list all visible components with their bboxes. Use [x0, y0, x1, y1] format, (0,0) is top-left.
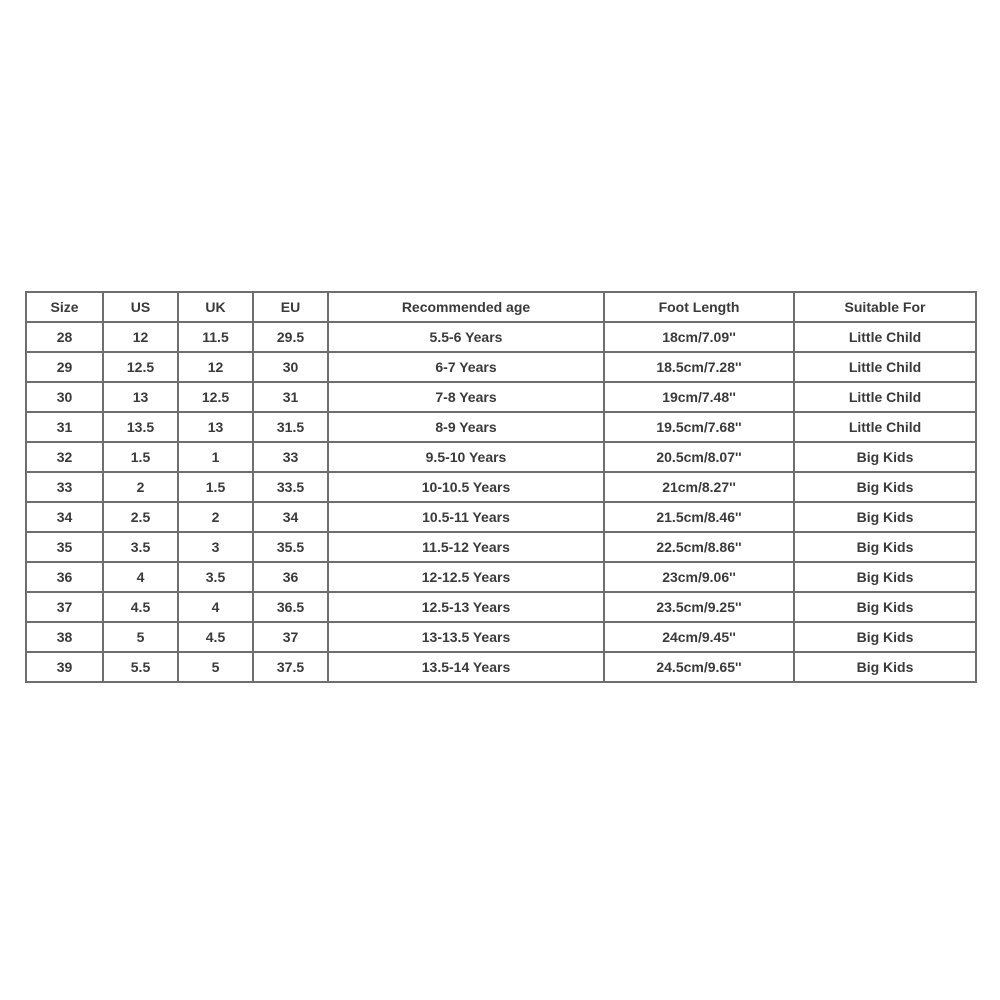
cell-suitable-for: Big Kids [794, 562, 976, 592]
cell-us: 4.5 [103, 592, 178, 622]
cell-recommended-age: 8-9 Years [328, 412, 604, 442]
cell-eu: 29.5 [253, 322, 328, 352]
cell-uk: 1 [178, 442, 253, 472]
header-size: Size [26, 292, 103, 322]
cell-uk: 11.5 [178, 322, 253, 352]
cell-size: 33 [26, 472, 103, 502]
cell-uk: 1.5 [178, 472, 253, 502]
cell-recommended-age: 11.5-12 Years [328, 532, 604, 562]
table-row [26, 472, 976, 502]
cell-recommended-age: 13.5-14 Years [328, 652, 604, 682]
cell-eu: 30 [253, 352, 328, 382]
cell-uk: 12 [178, 352, 253, 382]
cell-size: 32 [26, 442, 103, 472]
cell-recommended-age: 5.5-6 Years [328, 322, 604, 352]
header-uk: UK [178, 292, 253, 322]
cell-suitable-for: Big Kids [794, 532, 976, 562]
cell-foot-length: 23cm/9.06'' [604, 562, 794, 592]
table-row [26, 412, 976, 442]
cell-uk: 5 [178, 652, 253, 682]
table-body [26, 322, 976, 682]
table-header [26, 292, 976, 322]
cell-uk: 3 [178, 532, 253, 562]
cell-foot-length: 24.5cm/9.65'' [604, 652, 794, 682]
cell-uk: 2 [178, 502, 253, 532]
cell-eu: 33 [253, 442, 328, 472]
header-eu: EU [253, 292, 328, 322]
header-us: US [103, 292, 178, 322]
cell-size: 39 [26, 652, 103, 682]
cell-recommended-age: 6-7 Years [328, 352, 604, 382]
cell-us: 2.5 [103, 502, 178, 532]
table-row [26, 382, 976, 412]
cell-foot-length: 24cm/9.45'' [604, 622, 794, 652]
cell-eu: 36.5 [253, 592, 328, 622]
cell-suitable-for: Little Child [794, 352, 976, 382]
table-row [26, 532, 976, 562]
table-row [26, 562, 976, 592]
cell-size: 36 [26, 562, 103, 592]
cell-uk: 4.5 [178, 622, 253, 652]
cell-recommended-age: 13-13.5 Years [328, 622, 604, 652]
cell-recommended-age: 9.5-10 Years [328, 442, 604, 472]
cell-suitable-for: Big Kids [794, 472, 976, 502]
cell-eu: 31 [253, 382, 328, 412]
cell-suitable-for: Big Kids [794, 442, 976, 472]
cell-eu: 33.5 [253, 472, 328, 502]
cell-suitable-for: Big Kids [794, 502, 976, 532]
cell-us: 4 [103, 562, 178, 592]
cell-size: 29 [26, 352, 103, 382]
cell-suitable-for: Big Kids [794, 622, 976, 652]
header-recommended-age: Recommended age [328, 292, 604, 322]
cell-foot-length: 19.5cm/7.68'' [604, 412, 794, 442]
cell-foot-length: 21.5cm/8.46'' [604, 502, 794, 532]
cell-us: 3.5 [103, 532, 178, 562]
cell-size: 28 [26, 322, 103, 352]
cell-uk: 13 [178, 412, 253, 442]
cell-recommended-age: 12-12.5 Years [328, 562, 604, 592]
cell-eu: 36 [253, 562, 328, 592]
cell-recommended-age: 10-10.5 Years [328, 472, 604, 502]
cell-suitable-for: Big Kids [794, 592, 976, 622]
table-row [26, 322, 976, 352]
table-row [26, 352, 976, 382]
cell-us: 13.5 [103, 412, 178, 442]
header-suitable-for: Suitable For [794, 292, 976, 322]
cell-uk: 12.5 [178, 382, 253, 412]
cell-foot-length: 20.5cm/8.07'' [604, 442, 794, 472]
table-row [26, 652, 976, 682]
cell-foot-length: 22.5cm/8.86'' [604, 532, 794, 562]
cell-size: 37 [26, 592, 103, 622]
cell-eu: 35.5 [253, 532, 328, 562]
cell-size: 30 [26, 382, 103, 412]
cell-suitable-for: Little Child [794, 382, 976, 412]
cell-foot-length: 19cm/7.48'' [604, 382, 794, 412]
table-row [26, 592, 976, 622]
cell-suitable-for: Little Child [794, 412, 976, 442]
size-chart-table [25, 291, 977, 683]
cell-uk: 3.5 [178, 562, 253, 592]
header-row [26, 292, 976, 322]
cell-suitable-for: Little Child [794, 322, 976, 352]
cell-foot-length: 23.5cm/9.25'' [604, 592, 794, 622]
cell-us: 12.5 [103, 352, 178, 382]
cell-recommended-age: 7-8 Years [328, 382, 604, 412]
cell-size: 35 [26, 532, 103, 562]
cell-eu: 34 [253, 502, 328, 532]
cell-us: 1.5 [103, 442, 178, 472]
header-foot-length: Foot Length [604, 292, 794, 322]
cell-foot-length: 18.5cm/7.28'' [604, 352, 794, 382]
cell-us: 5 [103, 622, 178, 652]
cell-us: 2 [103, 472, 178, 502]
cell-us: 12 [103, 322, 178, 352]
cell-size: 34 [26, 502, 103, 532]
table-row [26, 442, 976, 472]
cell-size: 31 [26, 412, 103, 442]
cell-us: 13 [103, 382, 178, 412]
cell-size: 38 [26, 622, 103, 652]
cell-uk: 4 [178, 592, 253, 622]
cell-recommended-age: 10.5-11 Years [328, 502, 604, 532]
cell-us: 5.5 [103, 652, 178, 682]
cell-eu: 37 [253, 622, 328, 652]
cell-eu: 37.5 [253, 652, 328, 682]
cell-eu: 31.5 [253, 412, 328, 442]
cell-suitable-for: Big Kids [794, 652, 976, 682]
cell-recommended-age: 12.5-13 Years [328, 592, 604, 622]
table-row [26, 622, 976, 652]
cell-foot-length: 18cm/7.09'' [604, 322, 794, 352]
cell-foot-length: 21cm/8.27'' [604, 472, 794, 502]
table-row [26, 502, 976, 532]
